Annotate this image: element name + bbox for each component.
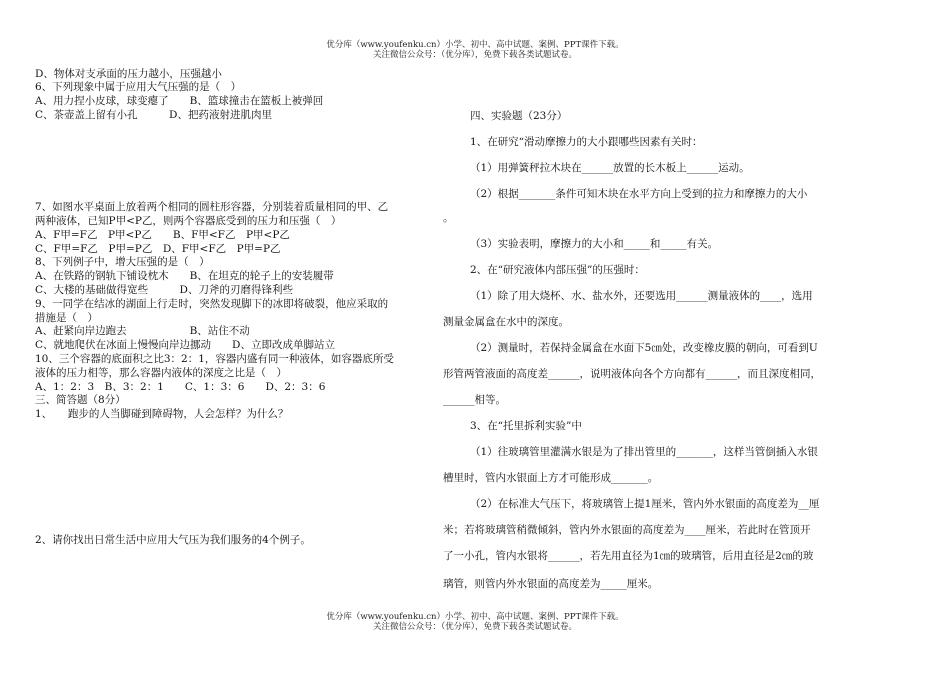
q8-options-cd: C、大楼的基础做得宽些 D、刀斧的刃磨得锋利些	[35, 284, 293, 296]
question-9-line-2: 措施是（ ）	[35, 312, 98, 324]
question-6: 6、下列现象中属于应用大气压强的是（ ）	[35, 81, 242, 93]
experiment-2-part-2-end: ______相等。	[443, 394, 506, 406]
q7-options-cd: C、F甲=F乙 P甲=P乙 D、F甲<F乙 P甲=P乙	[35, 243, 281, 255]
q8-options-ab: A、在铁路的钢轨下铺设枕木 B、在坦克的轮子上的安装履带	[35, 270, 334, 282]
experiment-1-part-1: （1）用弹簧秤拉木块在______放置的长木板上______运动。	[470, 162, 750, 174]
experiment-2-part-1-cont: 测量金属盒在水中的深度。	[443, 316, 569, 328]
experiment-1-part-2: （2）根据_______条件可知木块在水平方向上受到的拉力和摩擦力的大小	[470, 188, 808, 200]
q5-option-d: D、物体对支承面的压力越小，压强越小	[35, 68, 222, 80]
q6-options-cd: C、茶壶盖上留有小孔 D、把药液射进肌肉里	[35, 109, 272, 121]
experiment-3-part-1-cont: 槽里时，管内水银面上方才可能形成_______。	[443, 472, 659, 484]
question-7-line-2: 两种液体，已知P甲<P乙，则两个容器底受到的压力和压强（ ）	[35, 215, 342, 227]
experiment-2-part-1: （1）除了用大烧杯、水、盐水外，还要选用______测量液体的____，选用	[470, 290, 813, 302]
footer-line-2: 关注微信公众号：（优分库），免费下载各类试题试卷。	[372, 622, 577, 632]
q7-options-ab: A、F甲=F乙 P甲<P乙 B、F甲<F乙 P甲<P乙	[35, 229, 290, 241]
experiment-3: 3、在“托里拆利实验”中	[470, 420, 582, 432]
page-footer	[0, 612, 950, 632]
header-line-1: 优分库（www.youfenku.cn）小学、初中、高中试题、案例、PPT课件下载。	[326, 40, 624, 50]
experiment-3-part-2: （2）在标准大气压下，将玻璃管上提1厘米，管内外水银面的高度差为__厘	[470, 498, 820, 510]
question-10-line-2: 液体的压力相等，那么容器内液体的深度之比是（ ）	[35, 367, 287, 379]
section-4-title: 四、实验题（23分）	[470, 110, 568, 122]
q10-options: A、1：2：3 B、3：2：1 C、1：3：6 D、2：3：6	[35, 381, 326, 393]
experiment-3-part-2-cont-1: 米；若将玻璃管稍微倾斜，管内外水银面的高度差为____厘米，若此时在管顶开	[443, 524, 811, 536]
q6-options-ab: A、用力捏小皮球，球变瘪了 B、篮球撞击在篮板上被弹回	[35, 95, 324, 107]
short-answer-1: 1、 跑步的人当脚碰到障碍物，人会怎样？为什么？	[35, 408, 289, 420]
question-10-line-1: 10、三个容器的底面积之比3：2：1，容器内盛有同一种液体，如容器底所受	[35, 353, 394, 365]
experiment-1-part-2-end: 。	[443, 212, 454, 224]
q9-options-cd: C、就地爬伏在冰面上慢慢向岸边挪动 D、立即改成单脚站立	[35, 339, 335, 351]
experiment-1-part-3: （3）实验表明，摩擦力的大小和_____和_____有关。	[470, 238, 719, 250]
page-header	[0, 40, 950, 60]
question-9-line-1: 9、一同学在结冰的湖面上行走时，突然发现脚下的冰即将破裂，他应采取的	[35, 298, 389, 310]
experiment-3-part-1: （1）往玻璃管里灌满水银是为了排出管里的_______，这样当管倒插入水银	[470, 446, 818, 458]
question-7-line-1: 7、如图水平桌面上放着两个相同的圆柱形容器，分别装着质量相同的甲、乙	[35, 201, 389, 213]
section-3-title: 三、简答题（8分）	[35, 394, 126, 406]
experiment-3-part-2-end: 璃管，则管内外水银面的高度差为_____厘米。	[443, 578, 659, 590]
experiment-1: 1、在研究“滑动摩擦力的大小跟哪些因素有关时：	[470, 136, 703, 148]
footer-line-1: 优分库（www.youfenku.cn）小学、初中、高中试题、案例、PPT课件下载。	[326, 612, 624, 622]
experiment-2-part-2-cont: 形管两管液面的高度差______，说明液体向各个方向都有______，而且深度相同，	[443, 368, 821, 380]
experiment-2-part-2: （2）测量时，若保持金属盒在水面下5㎝处，改变橡皮膜的朝向，可看到U	[470, 342, 818, 354]
short-answer-2: 2、请你找出日常生活中应用大气压为我们服务的4个例子。	[35, 534, 311, 546]
header-line-2: 关注微信公众号：（优分库），免费下载各类试题试卷。	[372, 50, 577, 60]
experiment-3-part-2-cont-2: 了一小孔，管内水银将______，若先用直径为1㎝的玻璃管，后用直径是2㎝的玻	[443, 550, 814, 562]
experiment-2: 2、在“研究液体内部压强”的压强时：	[470, 264, 645, 276]
question-8: 8、下列例子中，增大压强的是（ ）	[35, 256, 210, 268]
q9-options-ab: A、赶紧向岸边跑去 B、站住不动	[35, 325, 250, 337]
